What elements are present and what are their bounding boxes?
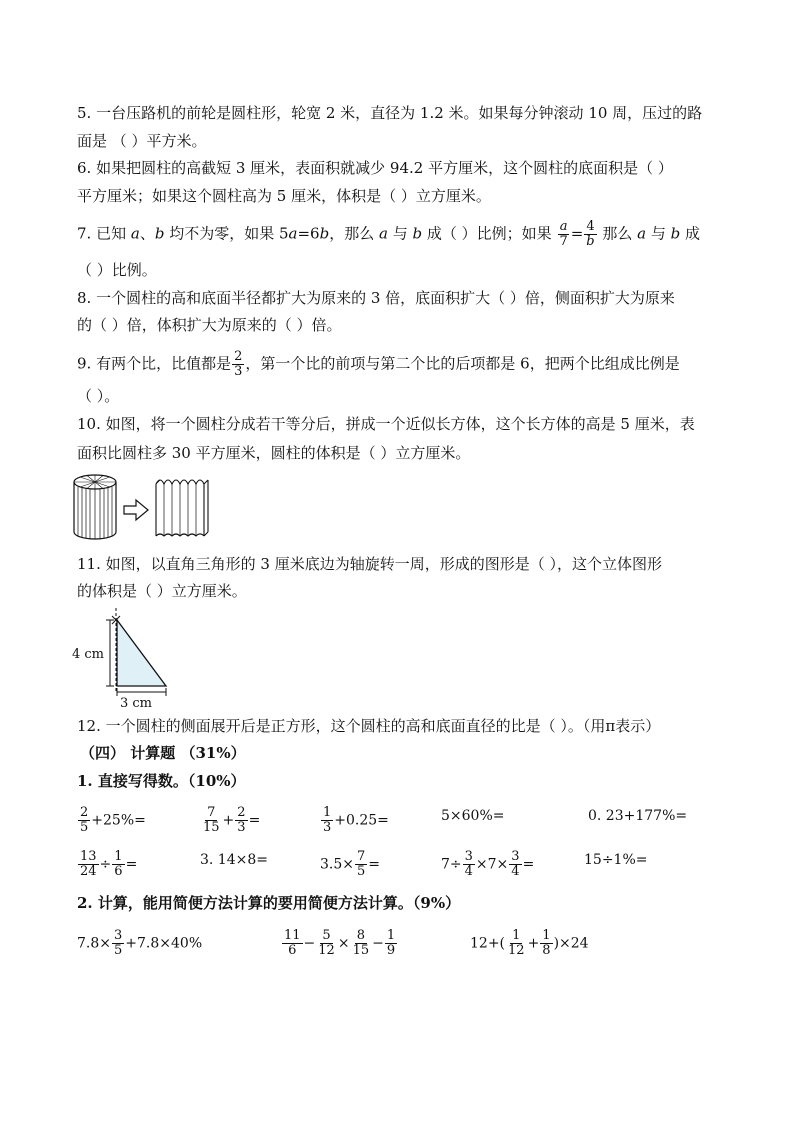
question-9-line-1: 9. 有两个比，比值都是 $\frac{2}{3}$ ，第一个比的前项与第二个比的后项都是 6，把两个比组成比例是 xyxy=(77,349,680,379)
simplify-expr-3: 12+( $\frac{1}{12}$ + $\frac{1}{8}$ )×24 xyxy=(470,928,589,958)
simplify-expr-1: 7.8× $\frac{3}{5}$ +7.8×40% xyxy=(77,928,203,958)
right-triangle-figure xyxy=(70,606,180,710)
calc-1-2: $\frac{7}{15}$ + $\frac{2}{3}$ = xyxy=(203,805,261,835)
rearranged-prism-icon xyxy=(156,480,208,536)
question-8-line-2: 的（ ）倍，体积扩大为原来的（ ）倍。 xyxy=(77,316,342,334)
calc-2-2: 3. 14×8= xyxy=(200,852,268,868)
question-9-line-2: （ ）。 xyxy=(77,387,120,405)
fraction-a-over-7: $\frac{a}{7}$ xyxy=(559,219,568,249)
question-5-line-1: 5. 一台压路机的前轮是圆柱形，轮宽 2 米，直径为 1.2 米。如果每分钟滚动 10 周，压过的路 xyxy=(77,104,703,122)
part-1-title: 1. 直接写得数。（10%） xyxy=(77,772,246,790)
question-8-line-1: 8. 一个圆柱的高和底面半径都扩大为原来的 3 倍，底面积扩大（ ）倍，侧面积扩大为原来 xyxy=(77,289,675,307)
simplify-expr-2: $\frac{11}{6}$ − $\frac{5}{12}$ × $\frac{8}{15}$ − $\frac{1}{9}$ xyxy=(284,928,396,958)
fraction-2-over-3: $\frac{2}{3}$ xyxy=(234,349,243,379)
part-2-title: 2. 计算，能用简便方法计算的要用简便方法计算。（9%） xyxy=(77,894,461,912)
triangle-base-label: 3 cm xyxy=(120,696,153,710)
question-10-line-1: 10. 如图，将一个圆柱分成若干等分后，拼成一个近似长方体，这个长方体的高是 5 厘米，表 xyxy=(77,415,695,433)
cylinder-rearrange-figure xyxy=(70,470,230,544)
calc-1-5: 0. 23+177%= xyxy=(588,808,688,824)
calc-2-5: 15÷1%= xyxy=(584,852,648,868)
question-6-line-2: 平方厘米；如果这个圆柱高为 5 厘米，体积是（ ）立方厘米。 xyxy=(77,187,491,205)
question-7-line-2: （ ）比例。 xyxy=(77,261,157,279)
question-11-line-2: 的体积是（ ）立方厘米。 xyxy=(77,582,247,600)
calc-2-4: 7÷ $\frac{3}{4}$ ×7× $\frac{3}{4}$ = xyxy=(441,849,535,879)
cylinder-icon xyxy=(74,475,116,539)
triangle-height-label: 4 cm xyxy=(72,647,105,662)
question-5-line-2: 面是 （ ）平方米。 xyxy=(77,132,207,150)
question-12-line-1: 12. 一个圆柱的侧面展开后是正方形，这个圆柱的高和底面直径的比是（ ）。（用π表示） xyxy=(77,717,661,735)
question-10-line-2: 面积比圆柱多 30 平方厘米，圆柱的体积是（ ）立方厘米。 xyxy=(77,444,471,462)
fraction-4-over-b: $\frac{4}{b}$ xyxy=(586,219,595,249)
question-6-line-1: 6. 如果把圆柱的高截短 3 厘米，表面积就减少 94.2 平方厘米，这个圆柱的底面积是（ ） xyxy=(77,159,673,177)
section-4-title: （四） 计算题 （31%） xyxy=(80,744,246,762)
question-7-line-1: 7. 已知 a、b 均不为零，如果 5a=6b，那么 a 与 b 成（ ）比例；如果 $\frac{a}{7}$ = $\frac{4}{b}$ 那么 a 与 b 成 xyxy=(77,219,701,249)
question-11-line-1: 11. 如图，以直角三角形的 3 厘米底边为轴旋转一周，形成的图形是（ ），这个立体图形 xyxy=(77,555,662,573)
calc-2-1: $\frac{13}{24}$ ÷ $\frac{1}{6}$ = xyxy=(80,849,138,879)
calc-1-3: $\frac{1}{3}$ +0.25= xyxy=(323,805,389,835)
calc-1-4: 5×60%= xyxy=(441,808,505,824)
calc-1-1: $\frac{2}{5}$ +25%= xyxy=(80,805,146,835)
calc-2-3: 3.5× $\frac{7}{5}$ = xyxy=(320,849,381,879)
right-arrow-icon xyxy=(124,500,148,520)
